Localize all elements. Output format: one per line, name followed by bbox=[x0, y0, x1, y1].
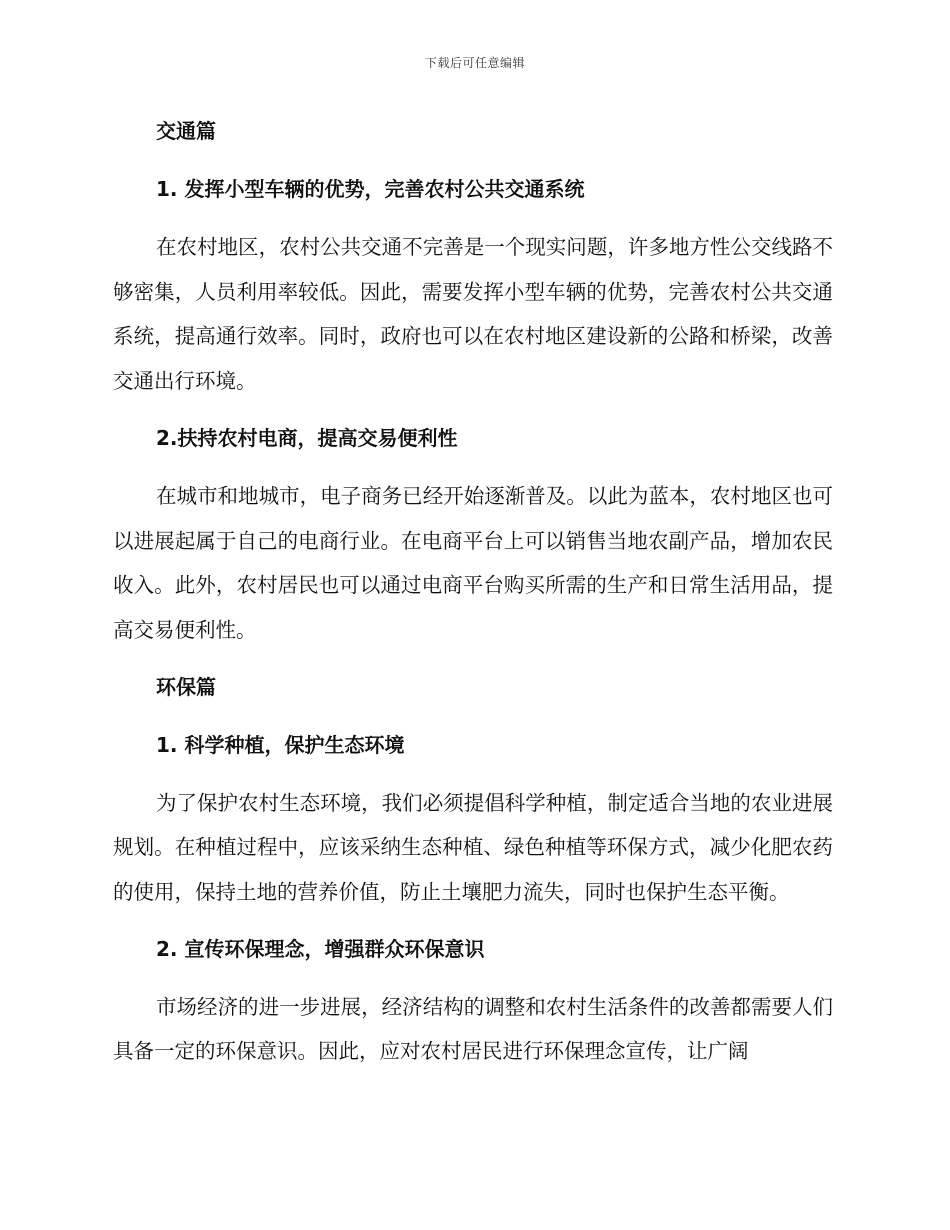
paragraph-environmental-awareness: 市场经济的进一步进展，经济结构的调整和农村生活条件的改善都需要人们具备一定的环保意识。因此，应对农村居民进行环保理念宣传，让广阔 bbox=[113, 994, 833, 1064]
document-body bbox=[113, 108, 833, 1086]
paragraph-public-transport: 在农村地区，农村公共交通不完善是一个现实问题，许多地方性公交线路不够密集，人员利用率较低。因此，需要发挥小型车辆的优势，完善农村公共交通系统，提高通行效率。同时，政府也可以在农村地区建设新的公路和桥梁，改善交通出行环境。 bbox=[113, 235, 833, 394]
paragraph-ecommerce: 在城市和地城市，电子商务已经开始逐渐普及。以此为蓝本，农村地区也可以进展起属于自己的电商行业。在电商平台上可以销售当地农副产品，增加农民收入。此外，农村居民也可以通过电商平台购买所需的生产和日常生活用品，提高交易便利性。 bbox=[113, 483, 833, 642]
item-title-environmental-awareness: 2. 宣传环保理念，增强群众环保意识 bbox=[156, 936, 485, 961]
paragraph-scientific-planting: 为了保护农村生态环境，我们必须提倡科学种植，制定适合当地的农业进展规划。在种植过程中，应该采纳生态种植、绿色种植等环保方式，减少化肥农药的使用，保持土地的营养价值，防止土壤肥力流失，同时也保护生态平衡。 bbox=[113, 790, 833, 905]
item-title-scientific-planting: 1. 科学种植，保护生态环境 bbox=[156, 732, 405, 757]
item-title-ecommerce: 2.扶持农村电商，提高交易便利性 bbox=[156, 425, 458, 450]
section-title-environment: 环保篇 bbox=[156, 674, 216, 699]
item-title-public-transport: 1. 发挥小型车辆的优势，完善农村公共交通系统 bbox=[156, 177, 585, 201]
page-header: 下载后可任意编辑 bbox=[424, 56, 525, 70]
section-title-transport: 交通篇 bbox=[156, 119, 216, 143]
